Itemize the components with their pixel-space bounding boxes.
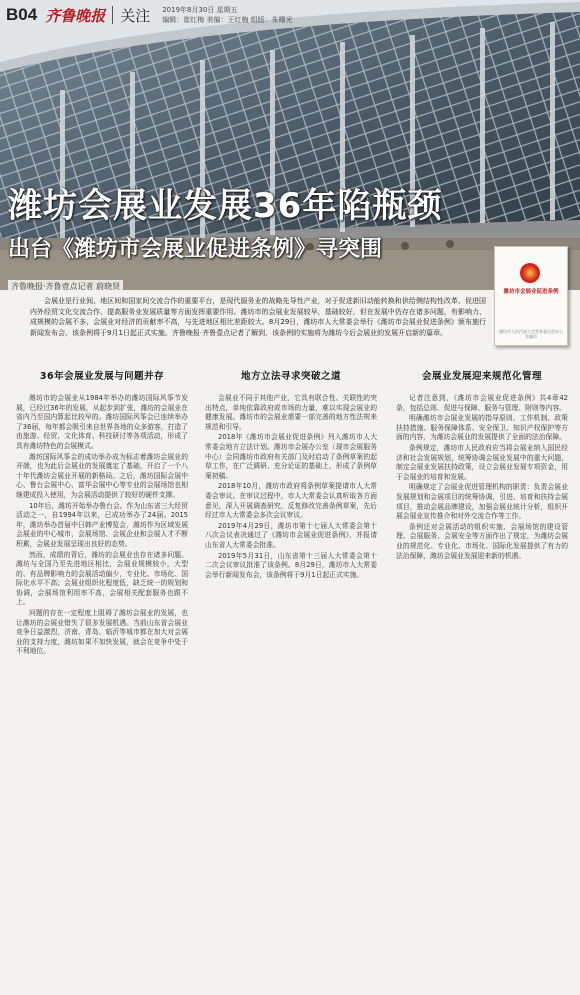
column-heading: 地方立法寻求突破之道 (240, 371, 341, 382)
article-paragraph: 10年后，潍坊开始举办鲁台会。作为山东省三大经贸活动之一，自1994年以来，已成功举办了24届。2015年，潍坊举办首届中日韩产业博览会，潍坊作为区域发展会展业的中心城市，会展场馆、会展企业和会展人才不断积累，会展业发展呈现出良好的态势。 (16, 501, 188, 548)
article-paragraph: 2018年《潍坊市会展业促进条例》列入潍坊市人大常委会地方立法计划。潍坊市会展办公室（现市会展服务中心）会同潍坊市政府有关部门及时启动了条例草案的起草工作，在广泛调研、充分论证的基础上，形成了条例草案初稿。 (205, 433, 377, 480)
article-paragraph: 条例规定，潍坊市人民政府应当将会展业纳入国民经济和社会发展规划，统筹协调会展业发展中的重大问题，制定会展业发展扶持政策，设立会展业发展专项资金，用于会展业的培育和发展。 (396, 443, 568, 481)
column-heading: 36年会展业发展与问题并存 (39, 371, 165, 382)
article-paragraph: 记者注意到，《潍坊市会展业促进条例》共4章42条，包括总则、促进与保障、服务与管理、附则等内容。 (396, 394, 568, 412)
article-paragraph: 问题的存在一定程度上阻碍了潍坊会展业的发展，也让潍坊的会展业错失了很多发展机遇。当前山东省会展业竞争日益激烈，济南、青岛、临沂等城市都在加大对会展业的支持力度，潍坊如果不加快发展，就会在竞争中处于不利地位。 (16, 609, 188, 656)
book-title: 潍坊市会展业促进条例 (503, 289, 559, 295)
column-heading: 会展业发展迎来规范化管理 (421, 371, 542, 382)
article-paragraph: 2019年5月31日，山东省第十三届人大常委会第十二次会议审议批准了该条例。8月29日，潍坊市人大常委会举行新闻发布会，该条例将于9月1日起正式实施。 (205, 551, 377, 579)
article-paragraph: 2019年4月29日，潍坊市第十七届人大常委会第十八次会议表决通过了《潍坊市会展业促进条例》，并报请山东省人大常委会批准。 (205, 521, 377, 549)
column-2 (205, 368, 377, 581)
page-header (0, 0, 580, 30)
article-paragraph: 2018年10月，潍坊市政府将条例草案提请市人大常委会审议。在审议过程中，市人大常委会认真听取各方面意见，深入开展调查研究，反复修改完善条例草案，先后经过市人大常委会多次会议审议。 (205, 482, 377, 520)
column-3 (396, 368, 568, 562)
article-paragraph: 然而，成绩的背后，潍坊的会展业也存在诸多问题。潍坊与全国乃至先进地区相比，会展业规模较小，大型的、有品牌影响力的会展活动偏少，专业化、市场化、国际化水平不高；会展业组织化程度低，缺乏统一的规划和协调，会展场馆利用率不高，会展相关配套服务也跟不上。 (16, 550, 188, 607)
regulation-book-cover (494, 246, 568, 346)
article-paragraph: 条例还对会展活动的组织实施、会展场馆的建设管理、会展服务、会展安全等方面作出了规定，为潍坊会展业的规范化、专业化、市场化、国际化发展提供了有力的法治保障，潍坊会展业发展迎来新的机遇。 (396, 522, 568, 560)
page-number: B04 (6, 5, 38, 24)
byline: 齐鲁晚报·齐鲁壹点记者 蔚晓贤 (8, 280, 123, 293)
national-emblem-icon (520, 263, 540, 283)
article-paragraph: 明确规定了会展业促进管理机构的职责：负责会展业发展规划和会展项目的统筹协调，引进、培育和扶持会展项目，推动会展品牌建设，加强会展业统计分析，组织开展会展业宣传推介和对外交流合作等工作。 (396, 483, 568, 521)
article-paragraph: 会展业不同于其他产业，它具有联合性、关联性的突出特点，单纯依靠政府或市场的力量，难以实现会展业的健康发展。潍坊市的会展业需要一部完善的地方性法规来规范和引导。 (205, 394, 377, 431)
main-headline: 潍坊会展业发展36年陷瓶颈 (8, 186, 443, 226)
editor-line: 编辑：崔红梅 美编：王红梅 组版：朱曙光 (162, 16, 293, 24)
header-meta (162, 5, 292, 25)
section-name: 关注 (120, 6, 151, 25)
article-paragraph: 潍坊国际风筝会的成功举办成为标志着潍坊会展业的开端，也为此后会展业的发展奠定了基础，开启了一个八十年代潍坊会展业开展的新格局。之后，潍坊国际会展中心、鲁台会展中心、富华会展中心等专业的会展场馆也相继建成投入使用，为会展活动提供了较好的硬件支撑。 (16, 452, 188, 499)
column-1 (16, 368, 188, 658)
article-paragraph: 明确潍坊市会展业发展的指导原则、工作机制、政策扶持措施、服务保障体系、安全保卫、知识产权保护等方面的内容，为潍坊会展业的发展提供了全面的法治保障。 (396, 414, 568, 442)
lead-paragraph: 会展业是行业间、地区间和国家间交流合作的重要平台，是现代服务业的战略先导性产业，对于促进新旧动能转换和供给侧结构性改革、促进国内外经贸文化交流合作、提高服务业发展质量等方面发挥重要作用。潍坊市的会展业发展较早，基础较好，但在发展中仍存在诸多问题，有影响力、成规模的会展不多，会展业对经济的贡献率不高，与先进地区相比差距较大。8月29日，潍坊市人大常委会举行《潍坊市会展业促进条例》颁布施行新闻发布会，该条例将于9月1日起正式实施。齐鲁晚报·齐鲁壹点记者了解到，该条例的实施将为潍坊今后会展业的发展开启新的篇章。 (30, 297, 486, 337)
newspaper-name: 齐鲁晚报 (45, 6, 106, 25)
article-paragraph: 潍坊市的会展业从1984年举办的潍坊国际风筝节发展，已经过36年的发展，从起步到扩张，潍坊的会展业在省内乃至国内算起比较早的。潍坊国际风筝会已连续举办了36届，每年都会吸引来自世界各地的众多游客，打造了由旅游、经贸、文化体育、科技研讨等各项活动，形成了具有潍坊特色的会展模式。 (16, 394, 188, 450)
header-divider (112, 6, 113, 24)
date-line: 2019年8月30日 星期五 (162, 6, 238, 14)
sub-headline: 出台《潍坊市会展业促进条例》寻突围 (8, 237, 383, 262)
book-footer: 潍坊市人民代表大会常务委员会办公室编印 (499, 329, 563, 339)
